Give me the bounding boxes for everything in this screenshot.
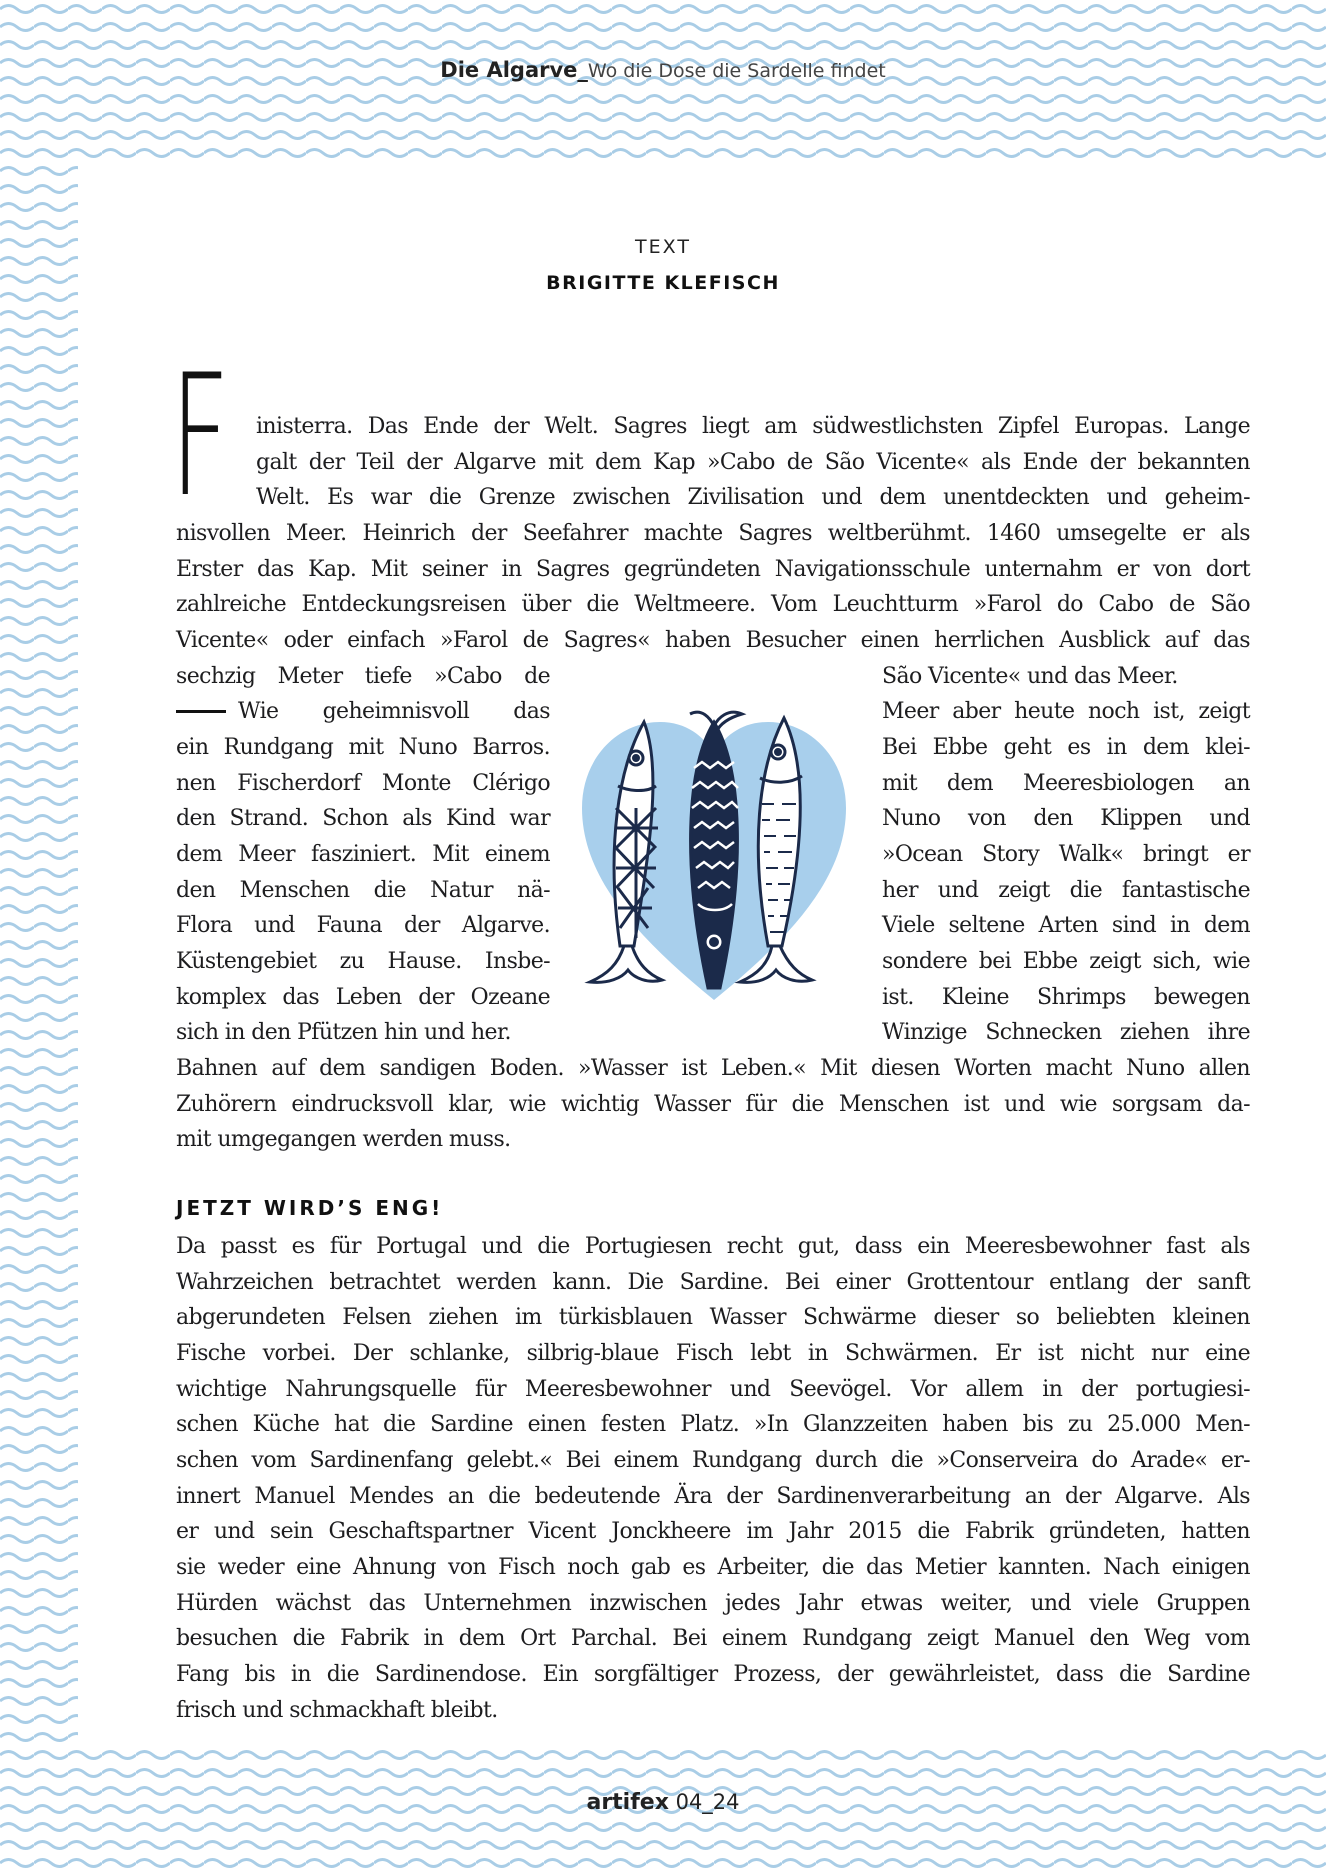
left-column-line: den Menschen die Natur nä- bbox=[176, 878, 550, 903]
right-column-line: Viele seltene Arten sind in dem bbox=[882, 913, 1250, 938]
right-column-line: Winzige Schnecken ziehen ihre bbox=[882, 1020, 1250, 1045]
body-line: nisvollen Meer. Heinrich der Seefahrer machte Sagres weltberühmt. 1460 umsegelte er als bbox=[176, 521, 1250, 546]
body-line: Fische vorbei. Der schlanke, silbrig-blaue Fisch lebt in Schwärmen. Er ist nicht nur eine bbox=[176, 1341, 1250, 1366]
left-column-line: sich in den Pfützen hin und her. bbox=[176, 1020, 511, 1045]
body-line: er und sein Geschaftspartner Vicent Jonckheere im Jahr 2015 die Fabrik gründeten, hatten bbox=[176, 1519, 1250, 1544]
left-column-line: ein Rundgang mit Nuno Barros. bbox=[176, 735, 550, 760]
left-column-line: Küstengebiet zu Hause. Insbe- bbox=[176, 949, 550, 974]
left-column-text: Wie geheimnisvoll das bbox=[238, 699, 550, 724]
header-title: Die Algarve_ bbox=[440, 58, 588, 82]
body-line: abgerundeten Felsen ziehen im türkisblauen Wasser Schwärme dieser so beliebten kleinen bbox=[176, 1305, 1250, 1330]
body-line: Bahnen auf dem sandigen Boden. »Wasser ist Leben.« Mit diesen Worten macht Nuno allen bbox=[176, 1056, 1250, 1081]
header-subtitle: Wo die Dose die Sardelle findet bbox=[587, 60, 886, 82]
magazine-brand: artifex bbox=[586, 1790, 669, 1815]
body-line: zahlreiche Entdeckungsreisen über die Weltmeere. Vom Leuchtturm »Farol do Cabo de São bbox=[176, 592, 1250, 617]
body-line: Fang bis in die Sardinendose. Ein sorgfältiger Prozess, der gewährleistet, dass die Sardine bbox=[176, 1662, 1250, 1687]
body-line: wichtige Nahrungsquelle für Meeresbewohner und Seevögel. Vor allem in der portugiesi- bbox=[176, 1377, 1250, 1402]
right-column-line: Nuno von den Klippen und bbox=[882, 806, 1250, 831]
right-column-line: Meer aber heute noch ist, zeigt bbox=[882, 699, 1250, 724]
left-column-line: sechzig Meter tiefe »Cabo de bbox=[176, 664, 550, 689]
credit-label: TEXT bbox=[635, 236, 691, 258]
section-subheading: JETZT WIRD’S ENG! bbox=[176, 1196, 444, 1220]
left-column-line: dem Meer fasziniert. Mit einem bbox=[176, 842, 550, 867]
right-column-line: mit dem Meeresbiologen an bbox=[882, 771, 1250, 796]
drop-cap: F bbox=[170, 338, 230, 534]
left-column-line: Flora und Fauna der Algarve. bbox=[176, 913, 550, 938]
author-name: BRIGITTE KLEFISCH bbox=[546, 272, 780, 294]
right-column-line: »Ocean Story Walk« bringt er bbox=[882, 842, 1250, 867]
body-line: Wahrzeichen betrachtet werden kann. Die Sardine. Bei einer Grottentour entlang der sanft bbox=[176, 1270, 1250, 1295]
body-line: Erster das Kap. Mit seiner in Sagres gegründeten Navigationsschule unternahm er von dort bbox=[176, 557, 1250, 582]
dash-rule bbox=[176, 710, 226, 713]
page-footer bbox=[0, 1790, 1326, 1815]
body-line: Vicente« oder einfach »Farol de Sagres« haben Besucher einen herrlichen Ausblick auf das bbox=[176, 628, 1250, 653]
left-column-line: nen Fischerdorf Monte Clérigo bbox=[176, 771, 550, 796]
body-line: besuchen die Fabrik in dem Ort Parchal. Bei einem Rundgang zeigt Manuel den Weg vom bbox=[176, 1626, 1250, 1651]
right-column-line: São Vicente« und das Meer. bbox=[882, 664, 1178, 689]
body-line: mit umgegangen werden muss. bbox=[176, 1127, 511, 1152]
body-line: inisterra. Das Ende der Welt. Sagres liegt am südwestlichsten Zipfel Europas. Lange bbox=[256, 414, 1250, 439]
sardines-illustration bbox=[578, 708, 850, 1008]
right-column-line: Bei Ebbe geht es in dem klei- bbox=[882, 735, 1250, 760]
right-column-line: sondere bei Ebbe zeigt sich, wie bbox=[882, 949, 1250, 974]
body-line: Zuhörern eindrucksvoll klar, wie wichtig Wasser für die Menschen ist und wie sorgsam da- bbox=[176, 1092, 1250, 1117]
right-column-line: ist. Kleine Shrimps bewegen bbox=[882, 985, 1250, 1010]
right-column-line: her und zeigt die fantastische bbox=[882, 878, 1250, 903]
left-column-line bbox=[176, 694, 550, 730]
issue-number: 04_24 bbox=[668, 1790, 740, 1814]
body-line: Welt. Es war die Grenze zwischen Zivilisation und dem unentdeckten und geheim- bbox=[256, 485, 1250, 510]
body-line: Da passt es für Portugal und die Portugiesen recht gut, dass ein Meeresbewohner fast als bbox=[176, 1234, 1250, 1259]
body-line: sie weder eine Ahnung von Fisch noch gab es Arbeiter, die das Metier kannten. Nach einigen bbox=[176, 1555, 1250, 1580]
page-header bbox=[0, 58, 1326, 82]
left-column-line: den Strand. Schon als Kind war bbox=[176, 806, 550, 831]
body-line: galt der Teil der Algarve mit dem Kap »Cabo de São Vicente« als Ende der bekannten bbox=[256, 450, 1250, 475]
body-line: frisch und schmackhaft bleibt. bbox=[176, 1698, 498, 1723]
body-line: innert Manuel Mendes an die bedeutende Ära der Sardinenverarbeitung an der Algarve. Als bbox=[176, 1484, 1250, 1509]
body-line: schen Küche hat die Sardine einen festen Platz. »In Glanzzeiten haben bis zu 25.000 Men- bbox=[176, 1412, 1250, 1437]
body-line: schen vom Sardinenfang gelebt.« Bei einem Rundgang durch die »Conserveira do Arade« er- bbox=[176, 1448, 1250, 1473]
left-column-line: komplex das Leben der Ozeane bbox=[176, 985, 550, 1010]
body-line: Hürden wächst das Unternehmen inzwischen jedes Jahr etwas weiter, und viele Gruppen bbox=[176, 1591, 1250, 1616]
